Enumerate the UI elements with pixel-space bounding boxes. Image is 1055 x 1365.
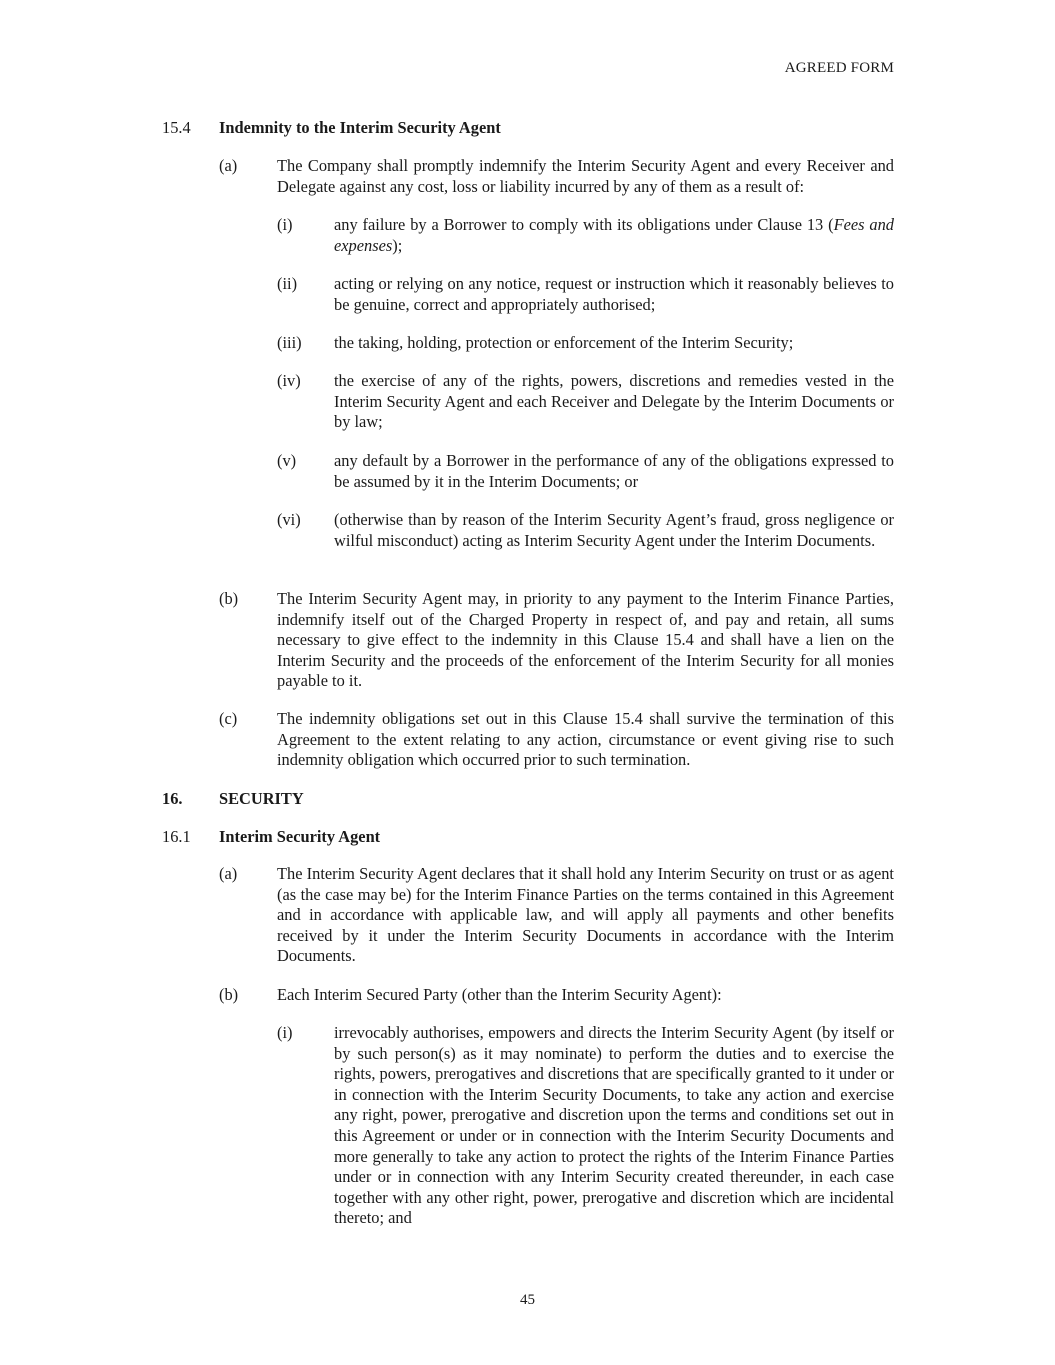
clause-title: Interim Security Agent <box>219 827 381 846</box>
sub-paragraph-marker: (iii) <box>277 333 302 352</box>
paragraph-text: Each Interim Secured Party (other than the Interim Security Agent): <box>277 985 722 1004</box>
sub-paragraph-marker: (i) <box>277 215 293 234</box>
clause-number: 16.1 <box>162 827 191 846</box>
paragraph-text: The Company shall promptly indemnify the Interim Security Agent and every Receiver and Delegate against any cost, loss or liability incurred by any of them as a result of: <box>277 156 894 196</box>
sub-paragraph-text: acting or relying on any notice, request or instruction which it reasonably believes to be genuine, correct and appropriately authorised; <box>334 274 894 314</box>
sub-paragraph-text: (otherwise than by reason of the Interim Security Agent’s fraud, gross negligence or wilful misconduct) acting as Interim Security Agent under the Interim Documents. <box>334 510 894 550</box>
paragraph-marker: (b) <box>219 589 239 608</box>
sub-paragraph-text: any default by a Borrower in the performance of any of the obligations expressed to be assumed by it in the Interim Documents; or <box>334 451 894 491</box>
sub-paragraph-text <box>334 215 894 256</box>
sub-paragraph-marker: (i) <box>277 1023 293 1042</box>
text-before: any failure by a Borrower to comply with its obligations under Clause 13 ( <box>334 215 834 234</box>
clause-title: SECURITY <box>219 789 304 808</box>
paragraph-text: The Interim Security Agent may, in priority to any payment to the Interim Finance Parties, indemnify itself out of the Charged Property in respect of, and pay and retain, all sums necessary to give effect to the indemnity in this Clause 15.4 and shall have a lien on the Interim Security and the proceeds of the enforcement of the Interim Security for all monies payable to it. <box>277 589 894 691</box>
sub-paragraph-text: irrevocably authorises, empowers and directs the Interim Security Agent (by itself or by such person(s) as it may nominate) to perform the duties and to exercise the rights, powers, prerogatives and discretions that are specifically granted to it under or in connection with the Interim Security Documents, to take any action and exercise any right, power, prerogative and discretion upon the terms and conditions set out in this Agreement or under or in connection with the Interim Security Documents and more generally to take any action to protect the rights of the Interim Finance Parties under or in connection with any Interim Security created thereunder, in each case together with any other right, power, prerogative and discretion which are incidental thereto; and <box>334 1023 894 1228</box>
sub-paragraph-text: the exercise of any of the rights, powers, discretions and remedies vested in the Interim Security Agent and each Receiver and Delegate by the Interim Documents or by law; <box>334 371 894 432</box>
paragraph-marker: (b) <box>219 985 239 1004</box>
page-header-agreed-form: AGREED FORM <box>784 60 894 76</box>
page-number: 45 <box>520 1292 535 1308</box>
paragraph-text: The indemnity obligations set out in this Clause 15.4 shall survive the termination of this Agreement to the extent relating to any action, circumstance or event giving rise to such indemnity obligation which occurred prior to such termination. <box>277 709 894 770</box>
paragraph-text: The Interim Security Agent declares that it shall hold any Interim Security on trust or as agent (as the case may be) for the Interim Finance Parties on the terms contained in this Agreement and in accordance with applicable law, and will apply all payments and other benefits received by it under the Interim Security Documents in accordance with the Interim Documents. <box>277 864 894 966</box>
sub-paragraph-marker: (iv) <box>277 371 301 390</box>
clause-number: 16. <box>162 789 183 808</box>
clause-title: Indemnity to the Interim Security Agent <box>219 118 501 137</box>
paragraph-marker: (a) <box>219 864 238 883</box>
text-after: ); <box>392 235 403 255</box>
sub-paragraph-marker: (ii) <box>277 274 298 293</box>
sub-paragraph-marker: (v) <box>277 451 297 470</box>
cross-reference-title: Fees and expenses <box>334 215 895 255</box>
paragraph-marker: (a) <box>219 156 238 175</box>
clause-number: 15.4 <box>162 118 191 137</box>
sub-paragraph-text: the taking, holding, protection or enforcement of the Interim Security; <box>334 333 794 352</box>
paragraph-marker: (c) <box>219 709 238 728</box>
sub-paragraph-marker: (vi) <box>277 510 301 529</box>
